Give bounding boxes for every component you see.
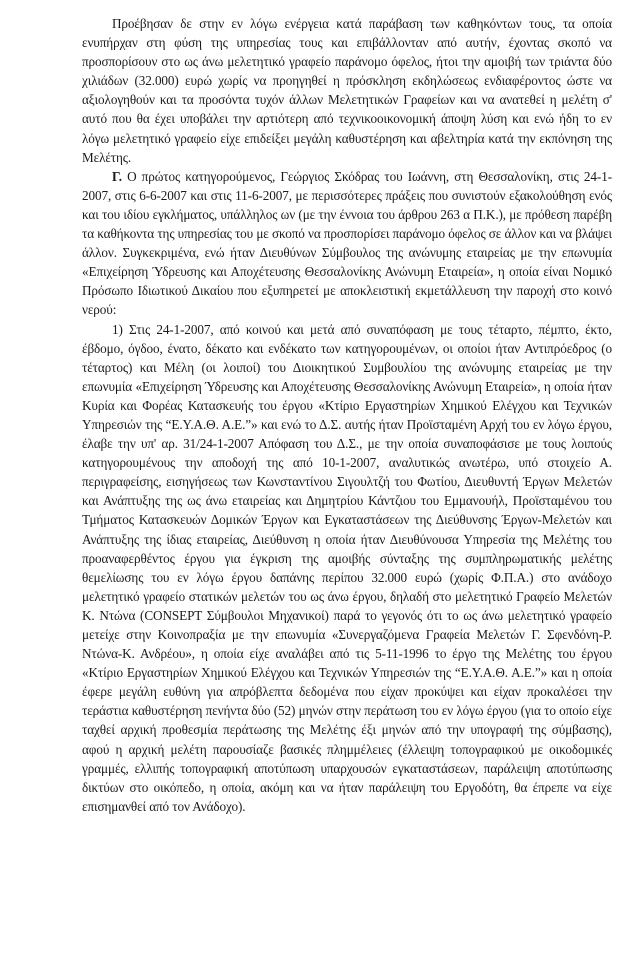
paragraph-1: Προέβησαν δε στην εν λόγω ενέργεια κατά παράβαση των καθηκόντων τους, τα οποία ενυπήρχαν στη φύση της υπηρεσίας τους και επιβάλλονταν από αυτήν, έχοντας σκοπό να προσπορίσουν στο ως άνω μελετητικό γραφείο παράνομο όφελος, ήτοι την αμοιβή των τριάντα δύο χιλιάδων (32.000) ευρώ χωρίς να προηγηθεί η πρόσκληση εκδηλώσεως ενδιαφέροντος ώστε να αξιολογηθούν και τα προσόντα τυχόν άλλων Μελετητικών Γραφείων και να ανατεθεί η μελέτη σ' αυτό που θα έχει υποβάλει την αρτιότερη από τεχνικοοικονομική άποψη λύση και ενώ ήδη το εν λόγω μελετητικό γραφείο είχε επιδείξει μεγάλη καθυστέρηση και αβελτηρία κατά την εκπόνηση της Μελέτης.: [82, 16, 612, 165]
document-page: [82, 14, 612, 816]
section-letter: Γ.: [112, 168, 122, 184]
paragraph-3: 1) Στις 24-1-2007, από κοινού και μετά από συναπόφαση με τους τέταρτο, πέμπτο, έκτο, έβδομο, όγδοο, ένατο, δέκατο και ενδέκατο των κατηγορουμένων, οι οποίοι ήταν Αντιπρόεδρος (ο τέταρτος) και Μέλη (οι λοιποί) του Διοικητικού Συμβουλίου της ανώνυμης εταιρείας με την επωνυμία «Επιχείρηση Ύδρευσης και Αποχέτευσης Θεσσαλονίκης Ανώνυμη Εταιρεία», η οποία ήταν Κυρία και Φορέας Κατασκευής του έργου «Κτίριο Εργαστηρίων Χημικού Ελέγχου και Τεχνικών Υπηρεσιών της “Ε.Υ.Α.Θ. Α.Ε.”» και ενώ το Δ.Σ. αυτής ήταν Προϊσταμένη Αρχή του εν λόγω έργου, έλαβε την υπ' αρ. 31/24-1-2007 Απόφαση του Δ.Σ., με την οποία συναποφάσισε με τους λοιπούς κατηγορουμένους την αποδοχή της από 10-1-2007, αναλυτικώς ανωτέρω, υπό στοιχείο Α. περιγραφείσης, εισηγήσεως των Κωνσταντίνου Σιγουλτζή του Φωτίου, Διευθυντή Έργων Μελετών και Ανάπτυξης της ως άνω εταιρείας και Δημητρίου Κάντζιου του Εμμανουήλ, Προϊσταμένου του Τμήματος Κατασκευών Δομικών Έργων και Εγκαταστάσεων της Διεύθυνσης Έργων-Μελετών και Ανάπτυξης της ίδιας εταιρείας, Διεύθυνση η οποία ήταν Διευθύνουσα Υπηρεσία της Μελέτης του προαναφερθέντος έργου για έγκριση της αμοιβής σύνταξης της συμπληρωματικής μελέτης θεμελίωσης του εν λόγω έργου δαπάνης περίπου 32.000 ευρώ (χωρίς Φ.Π.Α.) στο ανάδοχο μελετητικό γραφείο στατικών μελετών του ως άνω έργου, δηλαδή στο μελετητικό Γραφείο Μελετών Κ. Ντώνα (CONSEPT Σύμβουλοι Μηχανικοί) παρά το γεγονός ότι το ως άνω μελετητικό γραφείο μετείχε στην Κοινοπραξία με την επωνυμία «Συνεργαζόμενα Γραφεία Μελετών Γ. Σφενδόνη-Ρ. Ντώνα-Κ. Ανδρέου», η οποία είχε αναλάβει από τις 5-11-1996 το έργο της Μελέτης του έργου «Κτίριο Εργαστηρίων Χημικού Ελέγχου και Τεχνικών Υπηρεσιών της “Ε.Υ.Α.Θ. Α.Ε.”» και η οποία έφερε μεγάλη ευθύνη για απρόβλεπτα δεδομένα που είχαν προκύψει και είχαν προκαλέσει την τεράστια καθυστέρηση πενήντα δύο (52) μηνών στην περάτωση του εν λόγω έργου (για το οποίο είχε ταχθεί αρχική προθεσμία περάτωσης της Μελέτης έξι μηνών από την υπογραφή της σύμβασης), αφού η αρχική μελέτη παρουσίαζε βασικές πλημμέλειες (έλλειψη τοπογραφικού με οικοδομικές γραμμές, ελλιπής τοπογραφική αποτύπωση υπαρχουσών εγκαταστάσεων, παράλειψη αποτύπωσης δικτύων στο οικόπεδο, η οποία, ακόμη και να ήταν παράλειψη του Εργοδότη, θα έπρεπε να είχε επισημανθεί από τον Ανάδοχο).: [82, 321, 612, 814]
paragraph-2: [82, 167, 612, 320]
paragraph-2-text: Ο πρώτος κατηγορούμενος, Γεώργιος Σκόδρας του Ιωάννη, στη Θεσσαλονίκη, στις 24-1-2007, στις 6-6-2007 και στις 11-6-2007, με περισσότερες πράξεις που συνιστούν εξακολούθηση ενός και του ιδίου εγκλήματος, υπάλληλος ων (με την έννοια του άρθρου 263 α Π.Κ.), με πρόθεση παρέβη τα καθήκοντα της υπηρεσίας του με σκοπό να προσπορίσει παράνομο όφελος σε άλλον και να βλάψει άλλον. Συγκεκριμένα, ενώ ήταν Διευθύνων Σύμβουλος της ανώνυμης εταιρείας με την επωνυμία «Επιχείρηση Ύδρευσης και Αποχέτευσης Θεσσαλονίκης Ανώνυμη Εταιρεία», η οποία είναι Νομικό Πρόσωπο Ιδιωτικού Δικαίου που εξυπηρετεί με αποκλειστική εκμετάλλευση την παροχή στο κοινό νερού:: [82, 168, 612, 318]
